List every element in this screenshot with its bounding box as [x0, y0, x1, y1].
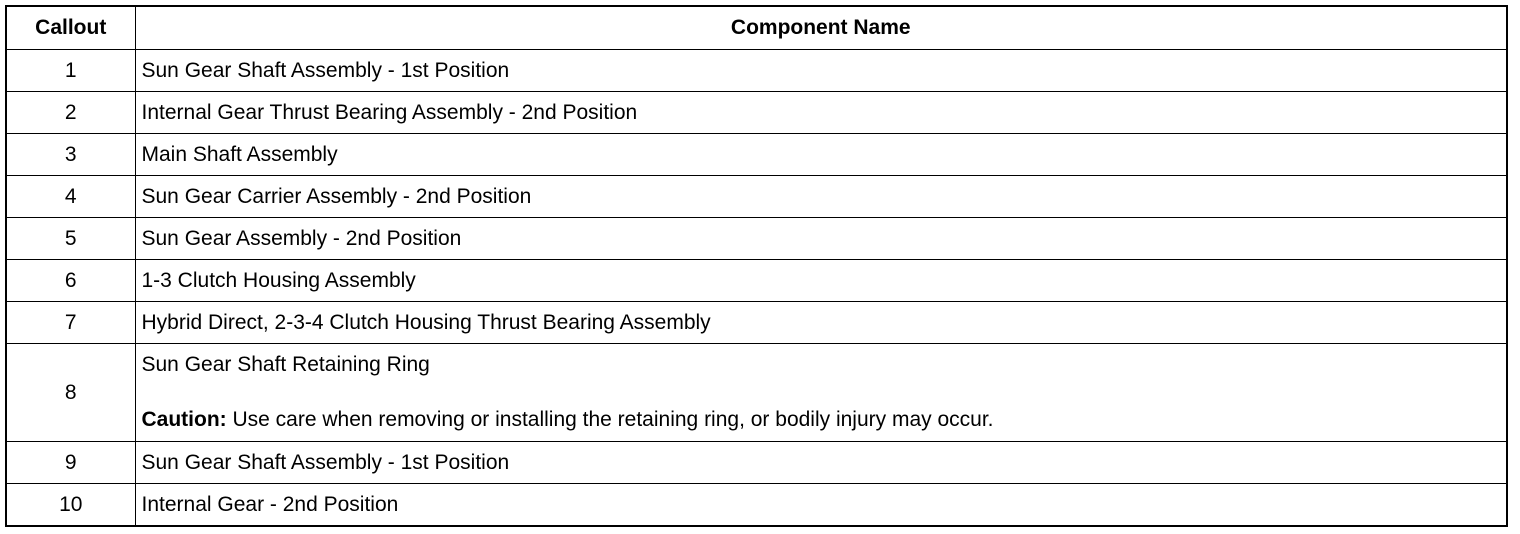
- header-component-name: Component Name: [135, 6, 1507, 50]
- callout-number: 8: [6, 344, 135, 442]
- caution-text: Use care when removing or installing the retaining ring, or bodily injury may occur.: [226, 408, 994, 431]
- component-name: 1-3 Clutch Housing Assembly: [135, 260, 1507, 302]
- component-name: Main Shaft Assembly: [135, 134, 1507, 176]
- caution-note: [142, 408, 1501, 432]
- table-row: [6, 218, 1507, 260]
- component-name: Sun Gear Shaft Assembly - 1st Position: [135, 50, 1507, 92]
- table-row: [6, 176, 1507, 218]
- table-row: [6, 92, 1507, 134]
- component-name: Sun Gear Assembly - 2nd Position: [135, 218, 1507, 260]
- callout-table: [5, 5, 1508, 527]
- table-row: [6, 344, 1507, 442]
- callout-number: 1: [6, 50, 135, 92]
- table-row: [6, 260, 1507, 302]
- component-name: Internal Gear - 2nd Position: [135, 484, 1507, 527]
- table-row: [6, 50, 1507, 92]
- header-callout: Callout: [6, 6, 135, 50]
- component-name-with-caution: [135, 344, 1507, 442]
- component-name: Hybrid Direct, 2-3-4 Clutch Housing Thrust Bearing Assembly: [135, 302, 1507, 344]
- callout-number: 5: [6, 218, 135, 260]
- callout-number: 6: [6, 260, 135, 302]
- component-name: Sun Gear Shaft Retaining Ring: [141, 353, 430, 376]
- header-row: [6, 6, 1507, 50]
- table-row: [6, 442, 1507, 484]
- callout-number: 2: [6, 92, 135, 134]
- callout-number: 10: [6, 484, 135, 527]
- callout-number: 3: [6, 134, 135, 176]
- callout-number: 4: [6, 176, 135, 218]
- callout-number: 7: [6, 302, 135, 344]
- table-row: [6, 484, 1507, 527]
- caution-label: Caution:: [141, 408, 227, 431]
- component-name: Internal Gear Thrust Bearing Assembly - 2nd Position: [135, 92, 1507, 134]
- component-name: Sun Gear Carrier Assembly - 2nd Position: [135, 176, 1507, 218]
- table-row: [6, 134, 1507, 176]
- component-name: Sun Gear Shaft Assembly - 1st Position: [135, 442, 1507, 484]
- callout-number: 9: [6, 442, 135, 484]
- table-row: [6, 302, 1507, 344]
